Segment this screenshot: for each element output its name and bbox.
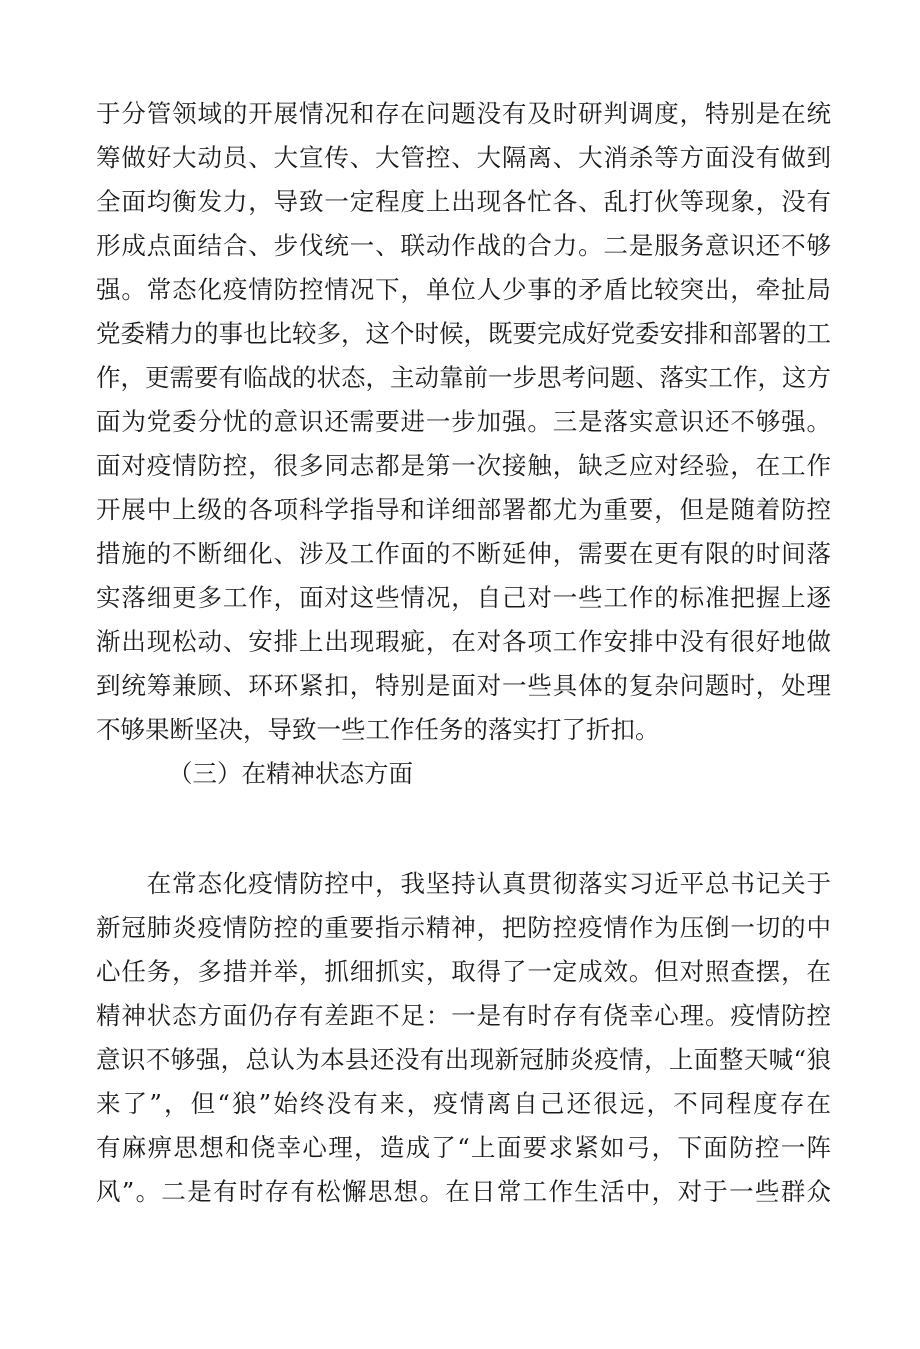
text-line: 来了”，但“狼”始终没有来，疫情离自己还很远，不同程度存在 [96,1089,831,1118]
text-line: 到统筹兼顾、环环紧扣，特别是面对一些具体的复杂问题时，处理 [96,671,831,700]
text-line: 有麻痹思想和侥幸心理，造成了“上面要求紧如弓，下面防控一阵 [96,1133,831,1162]
section-heading: （三）在精神状态方面 [168,759,413,788]
text-line: 于分管领域的开展情况和存在问题没有及时研判调度，特别是在统 [96,99,831,128]
text-line: 面为党委分忧的意识还需要进一步加强。三是落实意识还不够强。 [96,407,831,436]
text-line: 心任务，多措并举，抓细抓实，取得了一定成效。但对照查摆，在 [96,957,831,986]
text-line: 精神状态方面仍存有差距不足：一是有时存有侥幸心理。疫情防控 [96,1001,831,1030]
text-line: 渐出现松动、安排上出现瑕疵，在对各项工作安排中没有很好地做 [96,627,831,656]
text-line: 全面均衡发力，导致一定程度上出现各忙各、乱打伙等现象，没有 [96,187,831,216]
text-line: 开展中上级的各项科学指导和详细部署都尤为重要，但是随着防控 [96,495,831,524]
text-line: 风”。二是有时存有松懈思想。在日常工作生活中，对于一些群众 [96,1177,831,1206]
text-line: 作，更需要有临战的状态，主动靠前一步思考问题、落实工作，这方 [96,363,831,392]
text-line: 形成点面结合、步伐统一、联动作战的合力。二是服务意识还不够 [96,231,831,260]
paragraph-responsibility [96,92,831,752]
text-line: 措施的不断细化、涉及工作面的不断延伸，需要在更有限的时间落 [96,539,831,568]
text-line: 筹做好大动员、大宣传、大管控、大隔离、大消杀等方面没有做到 [96,143,831,172]
text-line: 不够果断坚决，导致一些工作任务的落实打了折扣。 [96,715,660,744]
text-line: 实落细更多工作，面对这些情况，自己对一些工作的标准把握上逐 [96,583,831,612]
text-line: 在常态化疫情防控中，我坚持认真贯彻落实习近平总书记关于 [96,869,831,898]
text-line: 意识不够强，总认为本县还没有出现新冠肺炎疫情，上面整天喊“狼 [96,1045,831,1074]
paragraph-spirit-state [96,862,831,1214]
text-line: 党委精力的事也比较多，这个时候，既要完成好党委安排和部署的工 [96,319,831,348]
text-line: 新冠肺炎疫情防控的重要指示精神，把防控疫情作为压倒一切的中 [96,913,831,942]
text-line: 面对疫情防控，很多同志都是第一次接触，缺乏应对经验，在工作 [96,451,831,480]
text-line: 强。常态化疫情防控情况下，单位人少事的矛盾比较突出，牵扯局 [96,275,831,304]
